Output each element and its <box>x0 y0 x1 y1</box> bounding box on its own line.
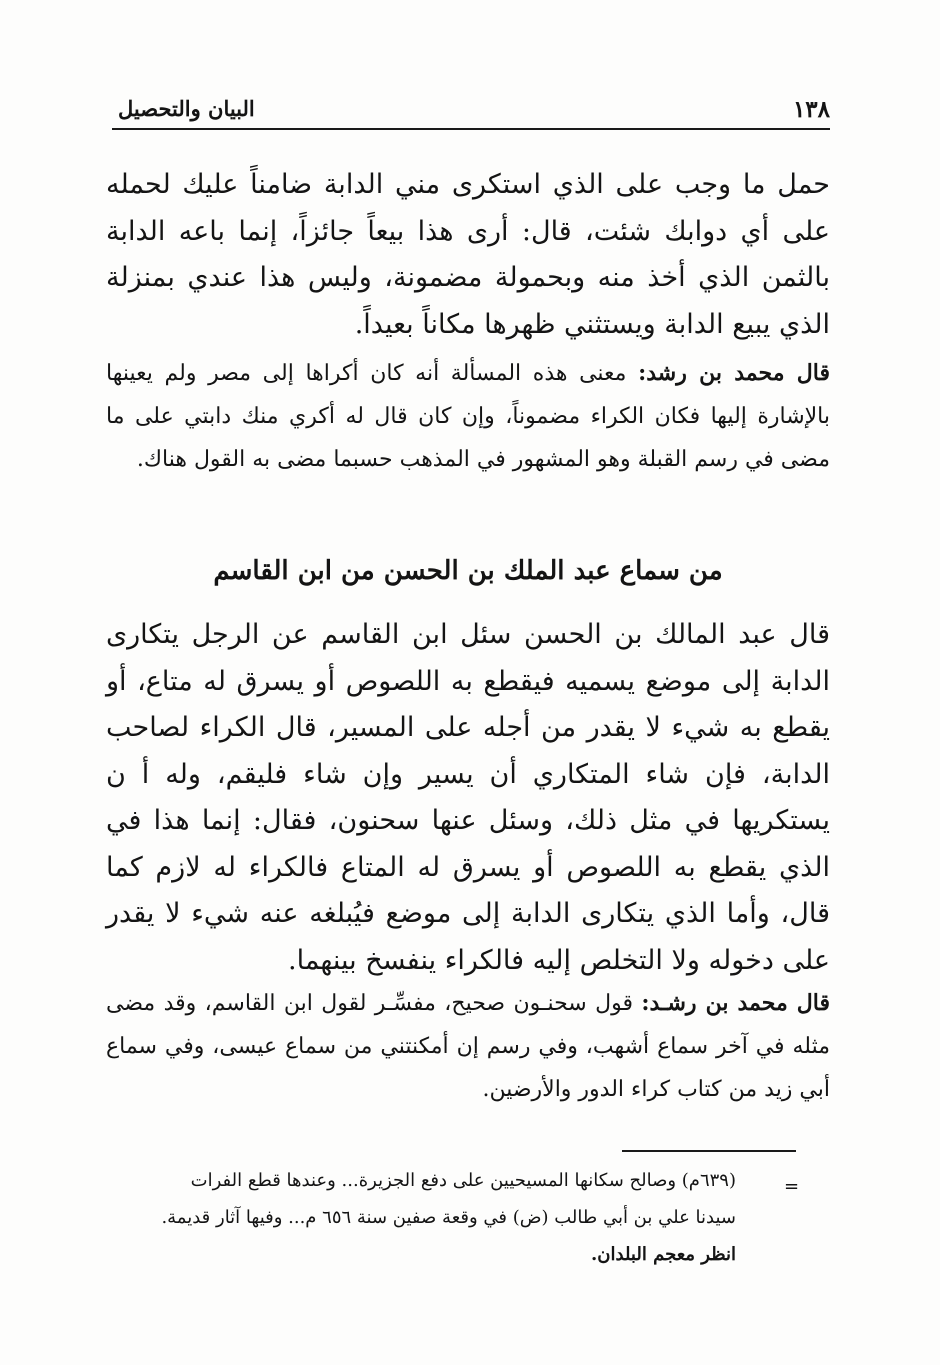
footnote <box>106 1162 736 1273</box>
section-heading: من سماع عبد الملك بن الحسن من ابن القاسم <box>213 556 723 586</box>
narration-paragraph <box>106 612 830 984</box>
commentary-speaker-2: قال محمد بن رشـد: <box>641 990 830 1016</box>
running-title: البيان والتحصيل <box>118 96 255 121</box>
question-paragraph <box>106 162 830 348</box>
question-text: حمل ما وجب على الذي استكرى مني الدابة ضامناً عليك لحمله على أي دوابك شئت، قال: أرى هذا بيعاً جائزاً، إنما باعه الدابة بالثمن الذي أخذ منه وبحمولة مضمونة، وليس هذا عندي بمنزلة الذي يبيع الدابة ويستثني ظهرها مكاناً بعيداً. <box>106 169 830 340</box>
narration-text: قال عبد المالك بن الحسن سئل ابن القاسم عن الرجل يتكارى الدابة إلى موضع يسميه فيقطع به اللصوص أو يسرق له متاع، أو يقطع به شيء لا يقدر من أجله على المسير، قال الكراء لصاحب الدابة، فإن شاء المتكاري أن يسير وإن شاء فليقم، وله أ ن يستكريها في مثل ذلك، وسئل عنها سحنون، فقال: إنما هذا في الذي يقطع به اللصوص أو يسرق له المتاع فالكراء له لازم كما قال، وأما الذي يتكارى الدابة إلى موضع فيُبلغه عنه شيء لا يقدر على دخوله ولا التخلص إليه فالكراء ينفسخ بينهما. <box>106 619 830 976</box>
commentary-speaker-1: قال محمد بن رشد: <box>638 360 830 386</box>
footnote-line-1: (٦٣٩م) وصالح سكانها المسيحيين على دفع الجزيرة... وعندها قطع الفرات <box>190 1170 736 1191</box>
commentary-paragraph-2 <box>106 982 830 1111</box>
page-header <box>112 96 830 126</box>
footnote-continuation-marker: = <box>784 1176 800 1197</box>
page-number: ١٣٨ <box>792 96 830 123</box>
commentary-text-2: قول سحنـون صحيح، مفسِّـر لقول ابن القاسم، وقد مضى مثله في آخر سماع أشهب، وفي رسم إن أمكنتني من سماع عيسى، وفي سماع أبي زيد من كتاب كراء الدور والأرضين. <box>106 991 830 1102</box>
footnote-line-2: سيدنا علي بن أبي طالب (ض) في وقعة صفين سنة ٦٥٦ م... وفيها آثار قديمة. <box>161 1207 736 1228</box>
commentary-text-1: معنى هذه المسألة أنه كان أكراها إلى مصر ولم يعينها بالإشارة إليها فكان الكراء مضموناً، وإن كان قال له أكري منك دابتي على ما مضى في رسم القبلة وهو المشهور في المذهب حسبما مضى به القول هناك. <box>106 361 830 472</box>
header-rule <box>112 128 830 130</box>
footnote-line-3: انظر معجم البلدان. <box>591 1244 736 1265</box>
footnote-rule <box>622 1150 796 1152</box>
commentary-paragraph-1 <box>106 352 830 481</box>
